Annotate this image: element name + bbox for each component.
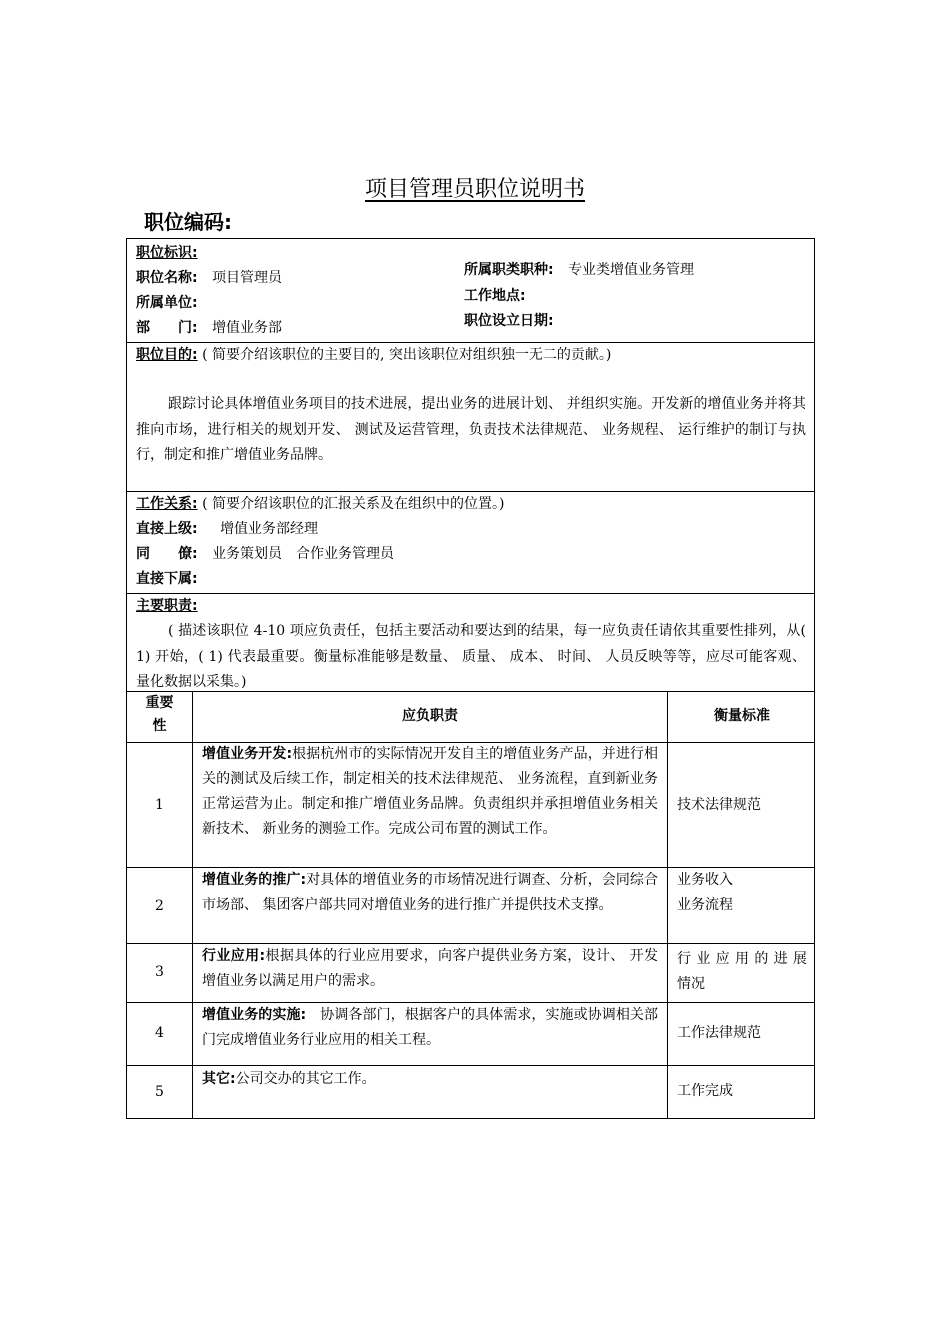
position-code-label: 职位编码: [144, 210, 232, 234]
department-value: 增值业务部 [212, 320, 283, 336]
category-row [464, 258, 694, 283]
table-row-3-number: 3 [155, 964, 164, 980]
column-header-priority-line1: 重要 [145, 695, 174, 711]
table-row-1-measure: 技术法律规范 [677, 797, 761, 813]
purpose-heading-row [136, 343, 611, 368]
peer-label: 同 僚: [136, 546, 198, 562]
identity-heading: 职位标识: [136, 245, 198, 261]
duties-heading: 主要职责: [136, 598, 198, 614]
job-description-table [126, 238, 815, 1119]
column-header-priority [127, 692, 192, 738]
duty-text: 对具体的增值业务的市场情况进行调查、分析，会同综合市场部、 集团客户部共同对增值业务的进行推广并提供技术支撑。 [202, 872, 658, 913]
column-header-duty: 应负职责 [402, 708, 458, 724]
duty-text: 根据具体的行业应用要求，向客户提供业务方案，设计、 开发增值业务以满足用户的需求。 [202, 948, 658, 989]
superior-row [136, 517, 318, 542]
table-row-4-measure: 工作法律规范 [677, 1025, 761, 1041]
table-row-3-measure [677, 947, 807, 997]
table-row-5-measure: 工作完成 [677, 1083, 733, 1099]
unit-label: 所属单位: [136, 295, 198, 311]
position-name-row [136, 266, 282, 291]
table-row-2-duty [202, 868, 658, 918]
department-label: 部 门: [136, 320, 198, 336]
duty-title: 增值业务的实施: [202, 1007, 307, 1023]
document-title: 项目管理员职位说明书 [364, 177, 585, 202]
purpose-hint: ( 简要介绍该职位的主要目的, 突出该职位对组织独一无二的贡献。) [202, 347, 612, 363]
relations-heading: 工作关系: [136, 496, 198, 512]
established-date-label: 职位设立日期: [464, 313, 554, 329]
relations-hint: ( 简要介绍该职位的汇报关系及在组织中的位置。) [202, 496, 505, 512]
measure-line: 业务收入 [677, 872, 733, 888]
purpose-heading: 职位目的: [136, 347, 198, 363]
measure-line: 行业应用的进展 [677, 951, 807, 967]
table-column-divider [667, 691, 668, 1119]
duties-hint: ( 描述该职位 4-10 项应负责任，包括主要活动和要达到的结果，每一应负责任请依其重要性排列，从( 1) 开始，( 1) 代表最重要。衡量标准能够是数量、 质量、 成本、 时间、 人员反映等等，应尽可能客观、 量化数据以采集。) [136, 623, 806, 690]
peer-row [136, 542, 394, 567]
duty-title: 其它: [202, 1071, 236, 1087]
table-row-1-duty [202, 742, 658, 842]
position-name-label: 职位名称: [136, 270, 198, 286]
purpose-text: 跟踪讨论具体增值业务项目的技术进展，提出业务的进展计划、 并组织实施。开发新的增值业务并将其推向市场，进行相关的规划开发、 测试及运营管理，负责技术法律规范、 业务规程、 运行维护的制订与执行，制定和推广增值业务品牌。 [136, 396, 806, 463]
table-row-5-number: 5 [155, 1084, 164, 1100]
department-row [136, 316, 282, 341]
table-column-divider [192, 691, 193, 1119]
category-value: 专业类增值业务管理 [568, 262, 695, 278]
category-label: 所属职类职种: [464, 262, 554, 278]
measure-line: 情况 [677, 976, 705, 992]
table-row-2-measure [677, 868, 812, 918]
relations-heading-row [136, 492, 504, 517]
column-header-measure: 衡量标准 [714, 708, 770, 724]
table-row-2-number: 2 [155, 898, 164, 914]
table-row-5-duty [202, 1067, 658, 1092]
duty-text: 协调各部门，根据客户的具体需求，实施或协调相关部门完成增值业务行业应用的相关工程。 [202, 1007, 658, 1048]
duty-title: 行业应用: [202, 948, 266, 964]
measure-line: 业务流程 [677, 897, 733, 913]
superior-value: 增值业务部经理 [220, 521, 319, 537]
duty-title: 增值业务开发: [202, 746, 293, 762]
duty-title: 增值业务的推广: [202, 872, 307, 888]
subordinate-label: 直接下属: [136, 571, 198, 587]
duty-text: 公司交办的其它工作。 [235, 1071, 376, 1087]
location-label: 工作地点: [464, 288, 526, 304]
table-divider [127, 691, 814, 692]
table-row-4-duty [202, 1003, 658, 1053]
divider [127, 593, 814, 594]
peer-value: 业务策划员 合作业务管理员 [212, 546, 395, 562]
column-header-priority-line2: 性 [152, 718, 167, 734]
table-row-3-duty [202, 944, 658, 994]
table-row-1-number: 1 [155, 797, 164, 813]
table-divider [127, 1065, 814, 1066]
position-name-value: 项目管理员 [212, 270, 283, 286]
superior-label: 直接上级: [136, 521, 198, 537]
duty-text: 根据杭州市的实际情况开发自主的增值业务产品，并进行相关的测试及后续工作，制定相关的技术法律规范、 业务流程，直到新业务正常运营为止。制定和推广增值业务品牌。负责组织并承担增值业务相关新技术、 新业务的测验工作。完成公司布置的测试工作。 [202, 746, 658, 837]
table-row-4-number: 4 [155, 1025, 164, 1041]
